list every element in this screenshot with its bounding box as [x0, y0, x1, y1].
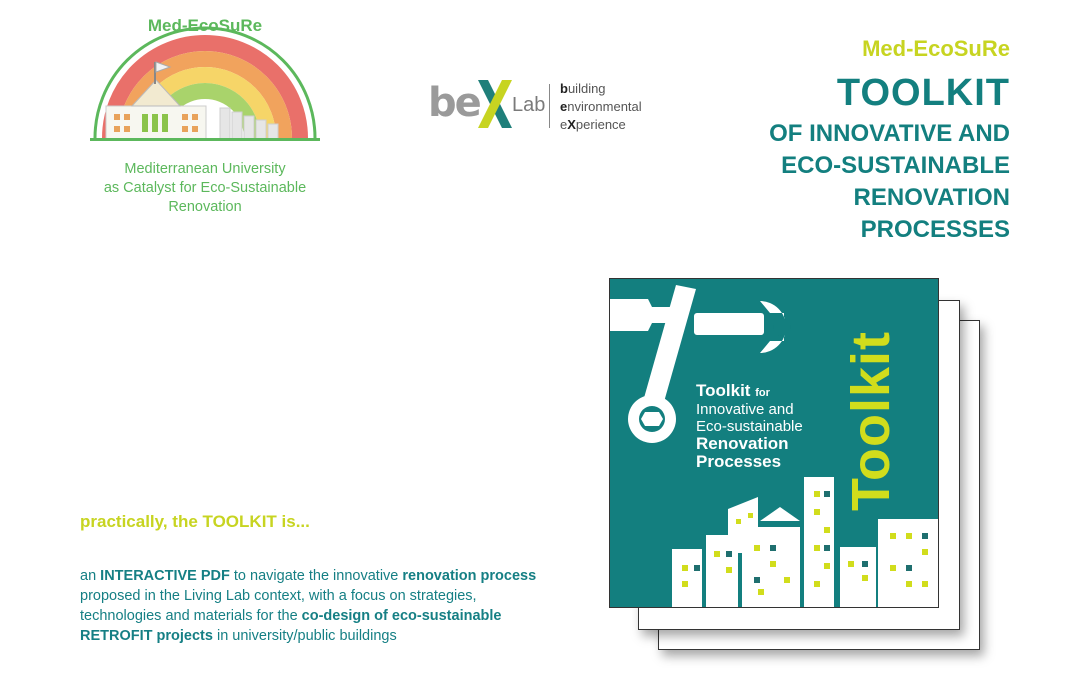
subtitle-line: PROCESSES: [860, 216, 1010, 243]
cover-title-toolkit: Toolkit for: [696, 381, 770, 400]
logo-caption: [70, 160, 340, 217]
page-subtitle: [769, 118, 1010, 246]
subtitle-line: ECO-SUSTAINABLE: [781, 152, 1010, 179]
city-skyline-graphic: [610, 469, 938, 607]
cover-vertical-title: Toolkit: [841, 331, 901, 511]
subtitle-line: OF INNOVATIVE AND: [769, 120, 1010, 147]
description-paragraph: an INTERACTIVE PDF to navigate the innovative renovation process proposed in the Living Lab context, with a focus on strategies, technologies and materials for the co-design of eco-sustainable RETROFIT projects in university/public buildings: [80, 568, 537, 644]
lead-heading: practically, the TOOLKIT is...: [80, 512, 310, 531]
cover-title-middle: Innovative and Eco-sustainable: [696, 401, 803, 435]
bexlab-tagline: building environmental eXperience: [560, 81, 642, 132]
logo-caption-line: Renovation: [168, 199, 242, 215]
bexlab-x-mark: [476, 78, 514, 130]
subtitle-line: RENOVATION: [853, 184, 1010, 211]
cover-title-bold: Renovation Processes: [696, 434, 789, 471]
bexlab-divider: [549, 84, 550, 128]
bexlab-logo: [428, 78, 658, 138]
bexlab-word: be: [428, 80, 480, 126]
med-ecosure-logo: [70, 10, 340, 220]
bexlab-lab: Lab: [512, 94, 546, 116]
logo-caption-line: as Catalyst for Eco-Sustainable: [103, 180, 307, 196]
header-brand: Med-EcoSuRe: [862, 36, 1010, 61]
logo-title: Med-EcoSuRe: [147, 16, 263, 35]
page-title: TOOLKIT: [836, 72, 1010, 114]
toolkit-cover: [609, 278, 939, 608]
logo-caption-line: Mediterranean University: [124, 161, 286, 177]
